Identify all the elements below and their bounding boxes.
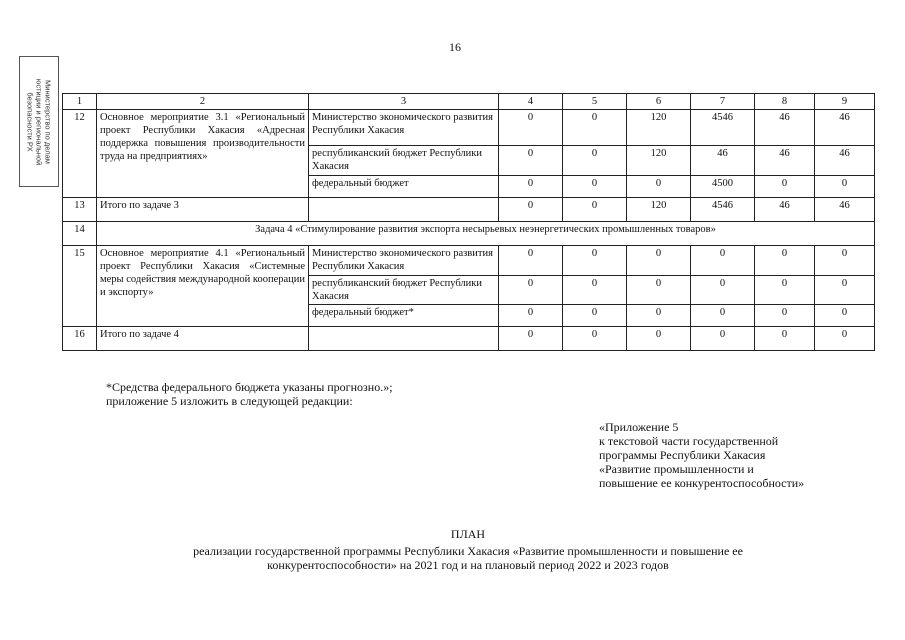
column-header: 9 <box>815 94 875 110</box>
value-cell: 0 <box>563 276 627 305</box>
value-cell: 0 <box>563 110 627 146</box>
value-cell: 0 <box>815 305 875 327</box>
value-cell: 120 <box>627 110 691 146</box>
plan-heading <box>62 527 874 572</box>
value-cell: 0 <box>755 176 815 198</box>
value-cell: 4546 <box>691 198 755 222</box>
stamp-line: Министерство по делам <box>43 79 53 164</box>
funding-source <box>309 198 499 222</box>
plan-title: ПЛАН <box>450 527 486 541</box>
row-description: Основное мероприятие 3.1 «Региональный проект Республики Хакасия «Адресная поддержка повышения производительности труда на предприятиях» <box>97 110 309 198</box>
row-description: Основное мероприятие 4.1 «Региональный проект Республики Хакасия «Системные меры содействия международной кооперации и экспорту» <box>97 246 309 327</box>
value-cell: 46 <box>815 110 875 146</box>
value-cell: 0 <box>499 305 563 327</box>
funding-source: республиканский бюджет Республики Хакасия <box>309 276 499 305</box>
appendix-line: повышение ее конкурентоспособности» <box>599 476 805 490</box>
value-cell: 0 <box>563 246 627 276</box>
value-cell: 0 <box>563 176 627 198</box>
column-header: 4 <box>499 94 563 110</box>
column-header: 5 <box>563 94 627 110</box>
row-description: Итого по задаче 3 <box>97 198 309 222</box>
instruction-text: приложение 5 изложить в следующей редакции: <box>106 394 353 408</box>
value-cell: 0 <box>755 327 815 351</box>
value-cell: 0 <box>627 327 691 351</box>
value-cell: 120 <box>627 146 691 176</box>
value-cell: 0 <box>755 246 815 276</box>
value-cell: 4500 <box>691 176 755 198</box>
stamp-text <box>26 78 53 165</box>
column-header: 8 <box>755 94 815 110</box>
value-cell: 46 <box>755 198 815 222</box>
value-cell: 0 <box>563 198 627 222</box>
row-number: 16 <box>63 327 97 351</box>
funding-source: федеральный бюджет* <box>309 305 499 327</box>
row-number: 14 <box>63 222 97 246</box>
task-title: Задача 4 «Стимулирование развития экспорта несырьевых неэнергетических промышленных товаров» <box>97 222 875 246</box>
footnote-text: *Средства федерального бюджета указаны прогнозно.»; <box>106 380 393 394</box>
table-row <box>63 198 875 222</box>
value-cell: 0 <box>691 305 755 327</box>
value-cell: 0 <box>755 305 815 327</box>
funding-table <box>62 93 875 351</box>
registration-stamp <box>19 56 59 187</box>
value-cell: 0 <box>691 276 755 305</box>
value-cell: 0 <box>499 198 563 222</box>
row-number: 12 <box>63 110 97 198</box>
value-cell: 0 <box>627 246 691 276</box>
value-cell: 0 <box>499 110 563 146</box>
appendix-line: к текстовой части государственной <box>599 434 779 448</box>
value-cell: 46 <box>755 110 815 146</box>
funding-source: Министерство экономического развития Республики Хакасия <box>309 110 499 146</box>
funding-source <box>309 327 499 351</box>
column-header: 7 <box>691 94 755 110</box>
table-header-row <box>63 94 875 110</box>
value-cell: 46 <box>691 146 755 176</box>
value-cell: 0 <box>499 146 563 176</box>
appendix-line: «Приложение 5 <box>599 420 679 434</box>
value-cell: 0 <box>755 276 815 305</box>
value-cell: 0 <box>815 246 875 276</box>
table-row <box>63 222 875 246</box>
value-cell: 0 <box>563 305 627 327</box>
appendix-line: «Развитие промышленности и <box>599 462 754 476</box>
value-cell: 0 <box>815 327 875 351</box>
column-header: 1 <box>63 94 97 110</box>
appendix-heading <box>599 420 804 490</box>
notes-block <box>106 380 393 408</box>
plan-subtitle-line: конкурентоспособности» на 2021 год и на плановый период 2022 и 2023 годов <box>267 558 669 572</box>
value-cell: 0 <box>691 246 755 276</box>
value-cell: 0 <box>815 176 875 198</box>
table-row <box>63 327 875 351</box>
row-description: Итого по задаче 4 <box>97 327 309 351</box>
value-cell: 0 <box>627 276 691 305</box>
page-number: 16 <box>449 40 461 54</box>
column-header: 2 <box>97 94 309 110</box>
table-row <box>63 246 875 276</box>
funding-source: Министерство экономического развития Республики Хакасия <box>309 246 499 276</box>
plan-subtitle-line: реализации государственной программы Республики Хакасия «Развитие промышленности и повышение ее <box>193 544 743 558</box>
value-cell: 0 <box>499 276 563 305</box>
value-cell: 0 <box>563 327 627 351</box>
value-cell: 4546 <box>691 110 755 146</box>
column-header: 6 <box>627 94 691 110</box>
table-row <box>63 110 875 146</box>
row-number: 15 <box>63 246 97 327</box>
value-cell: 46 <box>815 146 875 176</box>
funding-source: федеральный бюджет <box>309 176 499 198</box>
funding-source: республиканский бюджет Республики Хакасия <box>309 146 499 176</box>
value-cell: 46 <box>815 198 875 222</box>
value-cell: 0 <box>563 146 627 176</box>
stamp-line: безопасности РХ <box>25 91 35 152</box>
value-cell: 0 <box>627 305 691 327</box>
value-cell: 0 <box>499 176 563 198</box>
value-cell: 46 <box>755 146 815 176</box>
column-header: 3 <box>309 94 499 110</box>
value-cell: 0 <box>499 327 563 351</box>
value-cell: 0 <box>815 276 875 305</box>
stamp-line: юстиции и региональной <box>34 78 44 165</box>
value-cell: 120 <box>627 198 691 222</box>
value-cell: 0 <box>499 246 563 276</box>
value-cell: 0 <box>627 176 691 198</box>
appendix-line: программы Республики Хакасия <box>599 448 766 462</box>
row-number: 13 <box>63 198 97 222</box>
value-cell: 0 <box>691 327 755 351</box>
